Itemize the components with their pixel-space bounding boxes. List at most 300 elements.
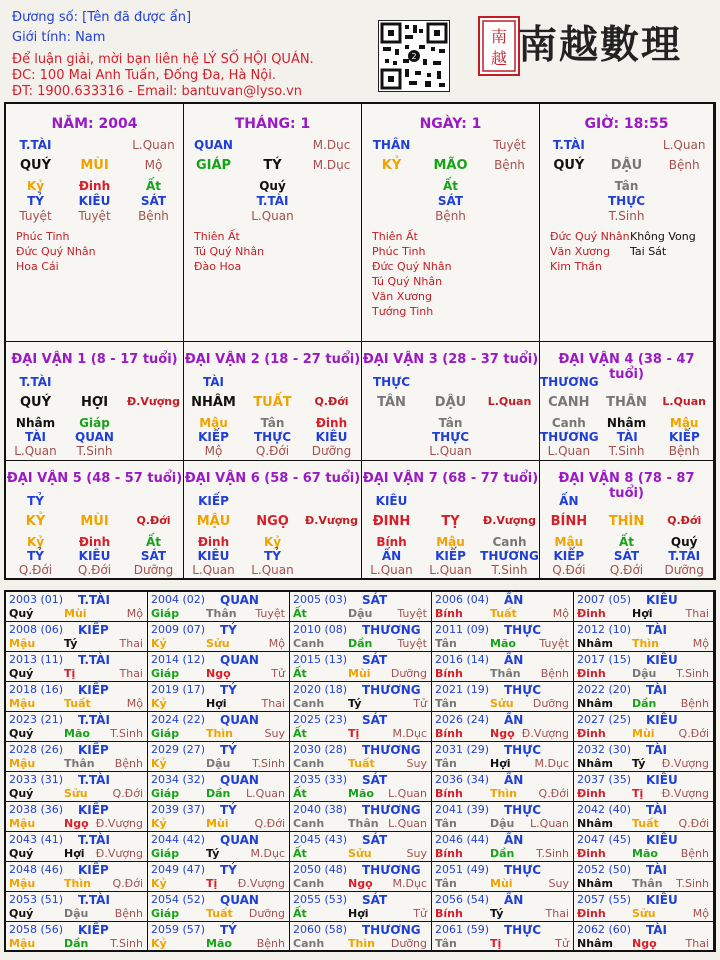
luck-phase: Q.Đới bbox=[314, 395, 349, 408]
hidden-god: KIẾP bbox=[198, 430, 229, 444]
year-cell bbox=[148, 862, 290, 892]
year-branch: Tuất bbox=[64, 697, 91, 710]
year-phase: Mộ bbox=[126, 697, 143, 710]
year-branch: Tuất bbox=[490, 607, 517, 620]
year-god: SÁT bbox=[362, 713, 388, 727]
year-branch: Mão bbox=[632, 847, 658, 860]
earthly-branch: HỢI bbox=[80, 395, 109, 410]
year-branch: Sửu bbox=[348, 847, 372, 860]
pillar-cell bbox=[540, 104, 714, 342]
year-stem: Bính bbox=[435, 667, 463, 680]
year-branch: Sửu bbox=[206, 637, 230, 650]
year-branch: Hợi bbox=[632, 607, 653, 620]
year-stem: Canh bbox=[293, 877, 325, 890]
earthly-branch: THÌN bbox=[608, 514, 645, 529]
year-label: 2015 (13) bbox=[293, 653, 348, 666]
year-label: 2032 (30) bbox=[577, 743, 632, 756]
star-item: Không Vong bbox=[630, 230, 696, 243]
year-label: 2042 (40) bbox=[577, 803, 632, 816]
svg-text:2: 2 bbox=[411, 52, 417, 61]
spacer bbox=[480, 375, 539, 389]
year-cell bbox=[574, 682, 714, 712]
year-label: 2040 (38) bbox=[293, 803, 348, 816]
year-phase: Tử bbox=[413, 907, 427, 920]
luck-title: ĐẠI VẬN 3 (28 - 37 tuổi) bbox=[362, 352, 539, 367]
year-stem: Kỷ bbox=[151, 637, 167, 650]
year-god: THƯƠNG bbox=[362, 623, 421, 637]
year-branch: Tị bbox=[64, 667, 76, 680]
year-stem: Canh bbox=[293, 637, 325, 650]
year-cell bbox=[574, 652, 714, 682]
year-branch: Tý bbox=[206, 847, 220, 860]
hidden-god bbox=[480, 194, 539, 208]
pillar-gods bbox=[362, 138, 539, 152]
heavenly-stem: BÍNH bbox=[550, 514, 588, 529]
year-branch: Dần bbox=[64, 937, 89, 950]
spacer bbox=[421, 494, 480, 508]
spacer bbox=[599, 375, 656, 389]
year-phase: M.Dục bbox=[392, 727, 427, 740]
hidden-god: SÁT bbox=[140, 549, 167, 563]
hidden-god: T.TÀI bbox=[668, 549, 701, 563]
year-god: QUAN bbox=[220, 653, 259, 667]
year-branch: Sửu bbox=[64, 787, 88, 800]
year-branch: Tý bbox=[64, 637, 78, 650]
year-branch: Hợi bbox=[64, 847, 85, 860]
year-god: TỶ bbox=[220, 863, 237, 877]
star-item: Đức Quý Nhân bbox=[550, 230, 630, 243]
year-god: KIẾP bbox=[78, 683, 109, 697]
hidden-stems-row bbox=[184, 179, 361, 193]
hidden-stems-row bbox=[6, 179, 183, 193]
earthly-branch: TUẤT bbox=[253, 395, 292, 410]
hidden-god: TỶ bbox=[264, 549, 281, 563]
year-branch: Thìn bbox=[64, 877, 91, 890]
year-god: KIẾP bbox=[78, 803, 109, 817]
year-phase: Tuyệt bbox=[397, 607, 427, 620]
hidden-stem: Giáp bbox=[79, 416, 110, 430]
luck-god bbox=[362, 494, 539, 508]
spacer bbox=[421, 375, 480, 389]
year-god: ẤN bbox=[504, 593, 524, 607]
hidden-stems-row bbox=[362, 179, 539, 193]
year-label: 2049 (47) bbox=[151, 863, 206, 876]
year-cell bbox=[432, 622, 574, 652]
spacer bbox=[124, 494, 183, 508]
year-label: 2059 (57) bbox=[151, 923, 206, 936]
year-cell bbox=[6, 892, 148, 922]
year-cell bbox=[6, 712, 148, 742]
svg-text:越: 越 bbox=[490, 49, 508, 68]
hidden-stems-row bbox=[6, 194, 183, 208]
year-branch: Mùi bbox=[632, 727, 655, 740]
year-label: 2038 (36) bbox=[9, 803, 64, 816]
year-stem: Đinh bbox=[577, 727, 606, 740]
year-god: ẤN bbox=[504, 893, 524, 907]
year-cell bbox=[290, 592, 432, 622]
pillar-phase-top: L.Quan bbox=[662, 138, 706, 152]
year-cell bbox=[290, 682, 432, 712]
year-god: KIẾP bbox=[78, 623, 109, 637]
year-branch: Tý bbox=[490, 907, 504, 920]
luck-phase: L.Quan bbox=[662, 395, 706, 408]
year-stem: Mậu bbox=[9, 817, 36, 830]
year-cell bbox=[148, 712, 290, 742]
year-phase: Đ.Vượng bbox=[95, 817, 143, 830]
year-branch: Sửu bbox=[490, 697, 514, 710]
hidden-stems-row bbox=[362, 430, 539, 444]
hidden-stems-row bbox=[184, 209, 361, 223]
luck-cycle-cell bbox=[6, 461, 184, 580]
year-phase: Q.Đới bbox=[538, 787, 569, 800]
luck-title: ĐẠI VẬN 6 (58 - 67 tuổi) bbox=[184, 471, 361, 486]
year-god: ẤN bbox=[504, 653, 524, 667]
year-god: SÁT bbox=[362, 833, 388, 847]
year-phase: M.Dục bbox=[392, 877, 427, 890]
luck-phase: L.Quan bbox=[487, 395, 532, 408]
hidden-god: THỰC bbox=[607, 194, 646, 208]
year-cell bbox=[574, 892, 714, 922]
hidden-god: TỶ bbox=[27, 549, 44, 563]
svg-text:南: 南 bbox=[490, 27, 508, 46]
heavenly-stem: QUÝ bbox=[19, 395, 52, 410]
hidden-phase: Tuyệt bbox=[78, 209, 111, 223]
year-phase: Suy bbox=[406, 847, 427, 860]
hidden-phase bbox=[362, 209, 421, 223]
year-stem: Ất bbox=[293, 727, 307, 740]
year-god: TÀI bbox=[646, 863, 668, 877]
hidden-god bbox=[362, 430, 421, 444]
year-label: 2034 (32) bbox=[151, 773, 206, 786]
luck-god bbox=[540, 494, 713, 508]
hidden-stem: Đinh bbox=[78, 535, 111, 549]
hidden-phase bbox=[362, 444, 421, 458]
year-label: 2016 (14) bbox=[435, 653, 490, 666]
pillar-phase-top: M.Dục bbox=[312, 138, 351, 152]
luck-cycle-cell bbox=[184, 342, 362, 461]
heavenly-stem: NHÂM bbox=[191, 395, 236, 410]
year-god: T.TÀI bbox=[78, 653, 110, 667]
year-god: TỶ bbox=[220, 683, 237, 697]
star-item: Tú Quý Nhân bbox=[372, 275, 443, 288]
hidden-stems-row bbox=[540, 535, 713, 549]
year-cell bbox=[6, 832, 148, 862]
year-branch: Mùi bbox=[64, 607, 87, 620]
earthly-branch: TÝ bbox=[263, 158, 282, 173]
hidden-stems-row bbox=[362, 444, 539, 458]
year-god: TÀI bbox=[646, 923, 668, 937]
hidden-stems-row bbox=[6, 209, 183, 223]
hidden-stems-row bbox=[540, 430, 713, 444]
hidden-god bbox=[184, 194, 243, 208]
year-cell bbox=[6, 802, 148, 832]
luck-stem-branch bbox=[362, 514, 539, 529]
hidden-stems-row bbox=[540, 549, 713, 563]
hidden-stem: Mậu bbox=[554, 535, 584, 549]
year-cell bbox=[574, 742, 714, 772]
year-god: KIÊU bbox=[646, 773, 678, 787]
star-item: Thiên Ất bbox=[194, 230, 240, 243]
hidden-stem bbox=[124, 416, 183, 430]
year-branch: Tý bbox=[348, 697, 362, 710]
year-label: 2060 (58) bbox=[293, 923, 348, 936]
spacer bbox=[243, 494, 302, 508]
hidden-stem: Nhâm bbox=[15, 416, 56, 430]
year-god: T.TÀI bbox=[78, 713, 110, 727]
luck-stem-branch bbox=[540, 514, 713, 529]
year-phase: Q.Đới bbox=[254, 817, 285, 830]
year-cell bbox=[290, 892, 432, 922]
year-god: QUAN bbox=[220, 773, 259, 787]
luck-cycle-cell bbox=[540, 461, 714, 580]
year-label: 2029 (27) bbox=[151, 743, 206, 756]
year-label: 2048 (46) bbox=[9, 863, 64, 876]
year-phase: L.Quan bbox=[388, 817, 427, 830]
hidden-phase: L.Quan bbox=[192, 563, 235, 577]
year-branch: Mùi bbox=[348, 667, 371, 680]
hidden-phase bbox=[655, 209, 713, 223]
earthly-branch: DẬU bbox=[434, 395, 467, 410]
hidden-stem bbox=[184, 179, 243, 193]
hidden-god: KIẾP bbox=[435, 549, 466, 563]
year-cell bbox=[290, 772, 432, 802]
stem-god: THƯƠNG bbox=[540, 375, 599, 389]
luck-phase: Q.Đới bbox=[136, 514, 171, 527]
year-branch: Hợi bbox=[490, 757, 511, 770]
hidden-god: T.TÀI bbox=[256, 194, 289, 208]
year-branch: Tị bbox=[632, 787, 644, 800]
year-label: 2019 (17) bbox=[151, 683, 206, 696]
year-god: THƯƠNG bbox=[362, 803, 421, 817]
pillar-gods bbox=[184, 138, 361, 152]
year-stem: Nhâm bbox=[577, 937, 613, 950]
year-label: 2045 (43) bbox=[293, 833, 348, 846]
pillar-phase: Bệnh bbox=[494, 158, 525, 172]
year-god: TỶ bbox=[220, 623, 237, 637]
year-branch: Thân bbox=[632, 877, 663, 890]
year-stem: Giáp bbox=[151, 727, 180, 740]
year-branch: Tị bbox=[206, 877, 218, 890]
spacer bbox=[656, 375, 713, 389]
year-god: QUAN bbox=[220, 833, 259, 847]
hidden-god: KIÊU bbox=[78, 549, 111, 563]
pillar-phase-top: L.Quan bbox=[132, 138, 175, 152]
hidden-stem bbox=[480, 179, 539, 193]
hidden-god bbox=[302, 549, 361, 563]
star-list bbox=[194, 229, 264, 274]
luck-god bbox=[6, 494, 183, 508]
year-cell bbox=[432, 832, 574, 862]
luck-cycle-cell bbox=[184, 461, 362, 580]
heavenly-stem: QUÝ bbox=[19, 158, 52, 173]
year-cell bbox=[574, 922, 714, 952]
hidden-stems-row bbox=[362, 535, 539, 549]
year-label: 2008 (06) bbox=[9, 623, 64, 636]
year-cell bbox=[432, 682, 574, 712]
year-label: 2028 (26) bbox=[9, 743, 64, 756]
year-god: THƯƠNG bbox=[362, 683, 421, 697]
hidden-phase: L.Quan bbox=[370, 563, 413, 577]
hidden-stems-row bbox=[540, 179, 713, 193]
star-item: Phúc Tinh bbox=[16, 230, 70, 243]
hidden-stem: Đinh bbox=[78, 179, 111, 193]
year-cell bbox=[290, 712, 432, 742]
year-stem: Bính bbox=[435, 727, 463, 740]
pillar-cell bbox=[184, 104, 362, 342]
pillar-gods bbox=[540, 138, 713, 152]
year-god: THỰC bbox=[504, 743, 542, 757]
year-branch: Dậu bbox=[206, 757, 231, 770]
year-cell bbox=[432, 592, 574, 622]
year-label: 2017 (15) bbox=[577, 653, 632, 666]
luck-god bbox=[362, 375, 539, 389]
hidden-phase: L.Quan bbox=[251, 209, 294, 223]
hidden-stem bbox=[362, 416, 421, 430]
year-stem: Mậu bbox=[9, 877, 36, 890]
star-item: Đức Quý Nhân bbox=[372, 260, 452, 273]
hidden-phase: T.Sinh bbox=[608, 444, 645, 458]
year-god: KIÊU bbox=[646, 713, 678, 727]
year-label: 2035 (33) bbox=[293, 773, 348, 786]
hidden-stem: Nhâm bbox=[606, 416, 647, 430]
year-phase: Tử bbox=[555, 937, 569, 950]
year-stem: Bính bbox=[435, 787, 463, 800]
year-stem: Kỷ bbox=[151, 697, 167, 710]
stem-god: T.TÀI bbox=[552, 138, 585, 152]
stem-god: QUAN bbox=[194, 138, 233, 152]
earthly-branch: NGỌ bbox=[256, 514, 289, 529]
year-stem: Ất bbox=[293, 607, 307, 620]
star-item: Tú Quý Nhân bbox=[194, 245, 265, 258]
year-stem: Tân bbox=[435, 757, 457, 770]
heavenly-stem: CANH bbox=[548, 395, 590, 410]
hidden-stem: Mậu bbox=[199, 416, 228, 430]
hidden-stems-row bbox=[362, 416, 539, 430]
year-stem: Giáp bbox=[151, 847, 180, 860]
stem-god: T.TÀI bbox=[19, 375, 52, 389]
pillar-phase: M.Dục bbox=[312, 158, 351, 172]
year-god: TỶ bbox=[220, 743, 237, 757]
year-god: TÀI bbox=[646, 683, 668, 697]
hidden-stems-row bbox=[6, 430, 183, 444]
year-label: 2021 (19) bbox=[435, 683, 490, 696]
year-branch: Ngọ bbox=[632, 937, 657, 950]
earthly-branch: TỴ bbox=[441, 514, 460, 529]
hidden-god bbox=[362, 194, 421, 208]
year-god: THỰC bbox=[504, 863, 542, 877]
stem-god: KIẾP bbox=[198, 494, 229, 508]
year-stem: Nhâm bbox=[577, 697, 613, 710]
luck-stem-branch bbox=[6, 514, 183, 529]
year-god: SÁT bbox=[362, 593, 388, 607]
year-phase: Tử bbox=[413, 697, 427, 710]
year-god: THỰC bbox=[504, 923, 542, 937]
year-label: 2053 (51) bbox=[9, 893, 64, 906]
qr-code-icon bbox=[378, 20, 450, 92]
year-label: 2005 (03) bbox=[293, 593, 348, 606]
hidden-stems-row bbox=[540, 194, 713, 208]
year-god: TỶ bbox=[220, 803, 237, 817]
year-branch: Thân bbox=[348, 817, 379, 830]
spacer bbox=[598, 494, 656, 508]
header-info bbox=[12, 10, 314, 100]
phone-email: ĐT: 1900.633316 - Email: bantuvan@lyso.vn bbox=[12, 84, 303, 99]
spacer bbox=[65, 494, 124, 508]
pillar-stem-branch bbox=[362, 158, 539, 173]
year-phase: Bệnh bbox=[680, 847, 709, 860]
year-cell bbox=[432, 862, 574, 892]
year-stem: Ất bbox=[293, 847, 307, 860]
year-cell bbox=[148, 832, 290, 862]
luck-stem-branch bbox=[540, 395, 713, 410]
hidden-stem bbox=[655, 179, 713, 193]
luck-cycle-cell bbox=[362, 342, 540, 461]
year-cell bbox=[290, 922, 432, 952]
address: ĐC: 100 Mai Anh Tuấn, Đống Đa, Hà Nội. bbox=[12, 68, 276, 83]
earthly-branch: THÂN bbox=[606, 395, 647, 410]
luck-cycle-cell bbox=[540, 342, 714, 461]
year-phase: M.Dục bbox=[534, 757, 569, 770]
hidden-phase: T.Sinh bbox=[76, 444, 113, 458]
hidden-phase bbox=[124, 444, 183, 458]
year-phase: Dưỡng bbox=[248, 907, 285, 920]
hidden-phase: Bệnh bbox=[138, 209, 169, 223]
year-cell bbox=[148, 892, 290, 922]
spacer bbox=[243, 138, 302, 152]
year-cell bbox=[290, 832, 432, 862]
year-phase: Đ.Vượng bbox=[661, 757, 709, 770]
year-label: 2009 (07) bbox=[151, 623, 206, 636]
hidden-phase bbox=[480, 209, 539, 223]
year-cell bbox=[148, 922, 290, 952]
year-cell bbox=[148, 682, 290, 712]
year-stem: Quý bbox=[9, 847, 34, 860]
year-label: 2058 (56) bbox=[9, 923, 64, 936]
luck-cycle-cell bbox=[6, 342, 184, 461]
hidden-phase bbox=[480, 444, 539, 458]
hidden-phase bbox=[540, 209, 598, 223]
year-phase: Q.Đới bbox=[678, 727, 709, 740]
year-branch: Mùi bbox=[490, 877, 513, 890]
stem-god: T.TÀI bbox=[19, 138, 52, 152]
luck-cycle-cell bbox=[362, 461, 540, 580]
hidden-god: KIẾP bbox=[553, 549, 585, 563]
heavenly-stem: GIÁP bbox=[195, 158, 232, 173]
year-god: KIÊU bbox=[646, 833, 678, 847]
year-god: SÁT bbox=[362, 653, 388, 667]
year-stem: Kỷ bbox=[151, 817, 167, 830]
year-label: 2052 (50) bbox=[577, 863, 632, 876]
luck-title: ĐẠI VẬN 7 (68 - 77 tuổi) bbox=[362, 471, 539, 486]
star-item: Đào Hoa bbox=[194, 260, 242, 273]
hidden-stems-row bbox=[6, 535, 183, 549]
hidden-phase: Dưỡng bbox=[133, 563, 174, 577]
pillar-stem-branch bbox=[6, 158, 183, 173]
hidden-phase: L.Quan bbox=[251, 563, 294, 577]
hidden-god: TỶ bbox=[27, 194, 44, 208]
year-label: 2014 (12) bbox=[151, 653, 206, 666]
year-god: T.TÀI bbox=[78, 593, 110, 607]
star-item: Hoa Cái bbox=[16, 260, 59, 273]
year-cell bbox=[148, 802, 290, 832]
luck-title: ĐẠI VẬN 2 (18 - 27 tuổi) bbox=[184, 352, 361, 367]
year-branch: Ngọ bbox=[64, 817, 89, 830]
luck-god bbox=[540, 375, 713, 389]
year-branch: Mùi bbox=[206, 817, 229, 830]
year-phase: Thai bbox=[685, 607, 709, 620]
earthly-branch: MÙI bbox=[80, 514, 109, 529]
year-label: 2061 (59) bbox=[435, 923, 490, 936]
